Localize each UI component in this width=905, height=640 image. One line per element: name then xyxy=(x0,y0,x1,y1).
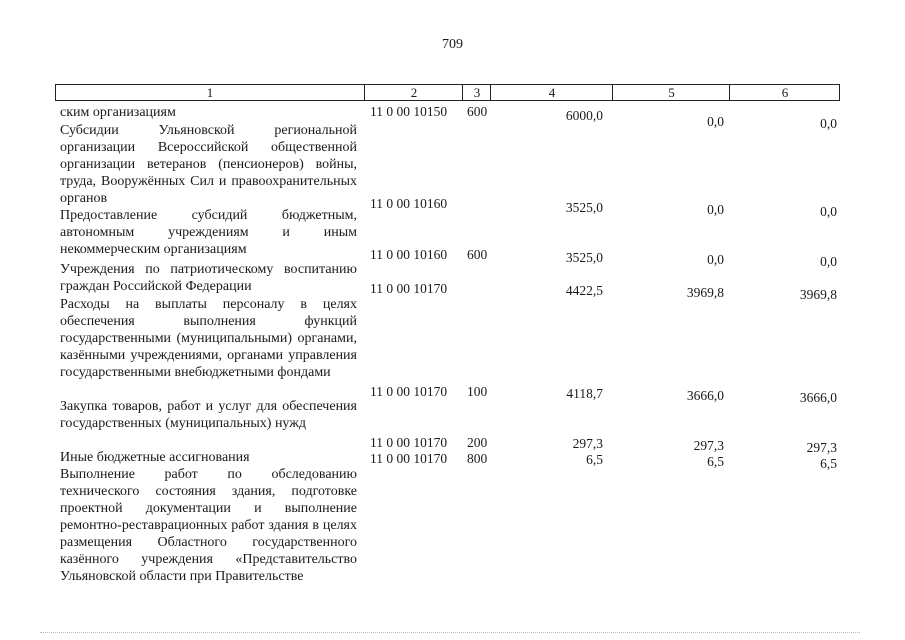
row-value-col4: 4422,5 xyxy=(565,283,603,298)
table-header xyxy=(55,84,840,101)
row-value-col5: 0,0 xyxy=(707,202,724,217)
row-value-col6: 3666,0 xyxy=(799,390,837,405)
row-value-col5: 297,3 xyxy=(693,438,724,453)
row-type: 200 xyxy=(467,435,488,450)
row-code: 11 0 00 10170 xyxy=(370,451,448,466)
row-value-col5: 3969,8 xyxy=(686,285,724,300)
row-value-col5: 0,0 xyxy=(707,114,724,129)
row-description: Учреждения по патриотическому воспитанию граждан Российской Федерации xyxy=(60,262,357,294)
row-value-col5: 0,0 xyxy=(707,252,724,267)
row-value-col4: 4118,7 xyxy=(566,386,603,401)
row-value-col6: 3969,8 xyxy=(799,287,837,302)
row-description: Субсидии Ульяновской региональной организации Всероссийской общественной организации ветеранов (пенсионеров) войны, труда, Вооружённых Сил и правоохранительных органов xyxy=(60,123,357,206)
row-value-col4: 6000,0 xyxy=(565,108,603,123)
row-code: 11 0 00 10170 xyxy=(370,281,448,296)
row-code: 11 0 00 10170 xyxy=(370,435,448,450)
row-type: 600 xyxy=(467,104,488,119)
header-col-2: 2 xyxy=(364,85,463,100)
row-value-col4: 297,3 xyxy=(572,436,603,451)
row-value-col6: 6,5 xyxy=(820,456,837,471)
row-type: 600 xyxy=(467,247,488,262)
scan-artifact-line xyxy=(40,632,860,634)
page-number: 709 xyxy=(442,37,463,52)
row-description: ским организациям xyxy=(60,105,176,120)
row-value-col4: 3525,0 xyxy=(565,200,603,215)
header-col-4: 4 xyxy=(490,85,613,100)
row-value-col6: 0,0 xyxy=(820,254,837,269)
row-value-col4: 6,5 xyxy=(586,452,603,467)
row-description: Расходы на выплаты персоналу в целях обеспечения выполнения функций государственными (муниципальными) органами, казёнными учреждениями, органами управления государственными внебюджетными фондами xyxy=(60,297,357,380)
row-code: 11 0 00 10160 xyxy=(370,196,448,211)
row-code: 11 0 00 10170 xyxy=(370,384,448,399)
row-description: Выполнение работ по обследованию технического состояния здания, подготовке проектной документации и выполнение ремонтно-реставрационных работ здания в целях размещения Областного государственного казённого учреждения «Представительство Ульяновской области при Правительстве xyxy=(60,467,357,584)
row-type: 800 xyxy=(467,451,488,466)
row-description: Предоставление субсидий бюджетным, автономным учреждениям и иным некоммерческим организациям xyxy=(60,208,357,257)
header-col-5: 5 xyxy=(612,85,730,100)
header-col-6: 6 xyxy=(729,85,840,100)
row-value-col6: 297,3 xyxy=(806,440,837,455)
row-code: 11 0 00 10160 xyxy=(370,247,448,262)
row-description: Закупка товаров, работ и услуг для обеспечения государственных (муниципальных) нужд xyxy=(60,399,357,431)
row-value-col4: 3525,0 xyxy=(565,250,603,265)
row-type: 100 xyxy=(467,384,488,399)
row-value-col5: 3666,0 xyxy=(686,388,724,403)
row-value-col5: 6,5 xyxy=(707,454,724,469)
header-col-1: 1 xyxy=(206,85,214,100)
row-code: 11 0 00 10150 xyxy=(370,104,448,119)
row-description: Иные бюджетные ассигнования xyxy=(60,450,250,465)
row-value-col6: 0,0 xyxy=(820,204,837,219)
row-value-col6: 0,0 xyxy=(820,116,837,131)
header-col-3: 3 xyxy=(462,85,491,100)
